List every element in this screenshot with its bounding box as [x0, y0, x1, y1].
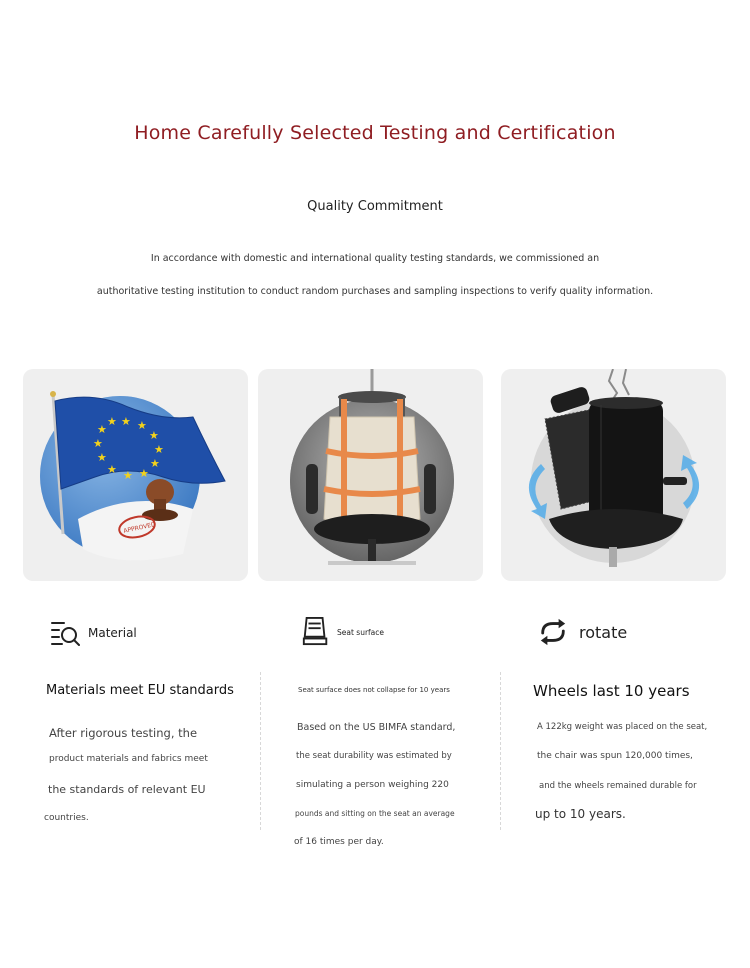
svg-text:★: ★: [149, 429, 159, 442]
seat-load-test-image: [258, 369, 483, 581]
page-title: Home Carefully Selected Testing and Certification: [134, 122, 616, 144]
svg-text:★: ★: [123, 469, 133, 482]
rotate-icon: [538, 617, 568, 647]
wheels-heading: Wheels last 10 years: [533, 682, 690, 700]
rotate-label: rotate: [579, 623, 628, 642]
column-divider: [260, 672, 261, 830]
svg-text:★: ★: [121, 415, 131, 428]
seat-test-card: [258, 369, 483, 581]
rotate-feature: [538, 617, 568, 652]
material-heading: Materials meet EU standards: [46, 683, 234, 698]
seat-line: the seat durability was estimated by: [296, 751, 452, 761]
material-label: Material: [88, 626, 137, 640]
rotation-test-card: [501, 369, 726, 581]
svg-text:★: ★: [150, 457, 160, 470]
seat-feature: [301, 616, 331, 651]
seat-heading: Seat surface does not collapse for 10 years: [298, 686, 450, 694]
material-line: countries.: [44, 813, 89, 823]
seat-line: pounds and sitting on the seat an average: [295, 809, 455, 818]
wheels-line: up to 10 years.: [535, 807, 626, 821]
wheels-line: A 122kg weight was placed on the seat,: [537, 722, 708, 732]
seat-line: simulating a person weighing 220: [296, 780, 449, 790]
material-line: After rigorous testing, the: [49, 726, 198, 740]
seat-line: of 16 times per day.: [294, 837, 384, 847]
material-line: product materials and fabrics meet: [49, 754, 208, 764]
eu-flag-stamp-image: [23, 369, 248, 581]
material-line: the standards of relevant EU: [48, 783, 206, 796]
intro-line-2: authoritative testing institution to conduct random purchases and sampling inspections to verify quality information.: [96, 286, 654, 297]
svg-text:★: ★: [139, 467, 149, 480]
seat-label: Seat surface: [337, 628, 385, 637]
svg-text:★: ★: [97, 451, 107, 464]
wheels-line: and the wheels remained durable for: [539, 781, 697, 791]
svg-text:★: ★: [93, 437, 103, 450]
column-divider: [500, 672, 501, 830]
seat-line: Based on the US BIMFA standard,: [297, 722, 456, 733]
wheels-line: the chair was spun 120,000 times,: [537, 751, 693, 761]
chair-rotation-test-image: [501, 369, 726, 581]
intro-line-1: In accordance with domestic and international quality testing standards, we commissioned an: [150, 253, 600, 264]
svg-text:★: ★: [137, 419, 147, 432]
svg-text:★: ★: [97, 423, 107, 436]
magnifier-list-icon: [50, 618, 80, 648]
svg-text:★: ★: [107, 463, 117, 476]
svg-text:★: ★: [107, 415, 117, 428]
svg-text:★: ★: [154, 443, 164, 456]
page-subtitle: Quality Commitment: [307, 199, 443, 214]
material-feature: [50, 618, 80, 653]
eu-certification-card: [23, 369, 248, 581]
seat-surface-icon: [301, 616, 331, 646]
approved-stamp-text: APPROVED: [122, 521, 157, 535]
